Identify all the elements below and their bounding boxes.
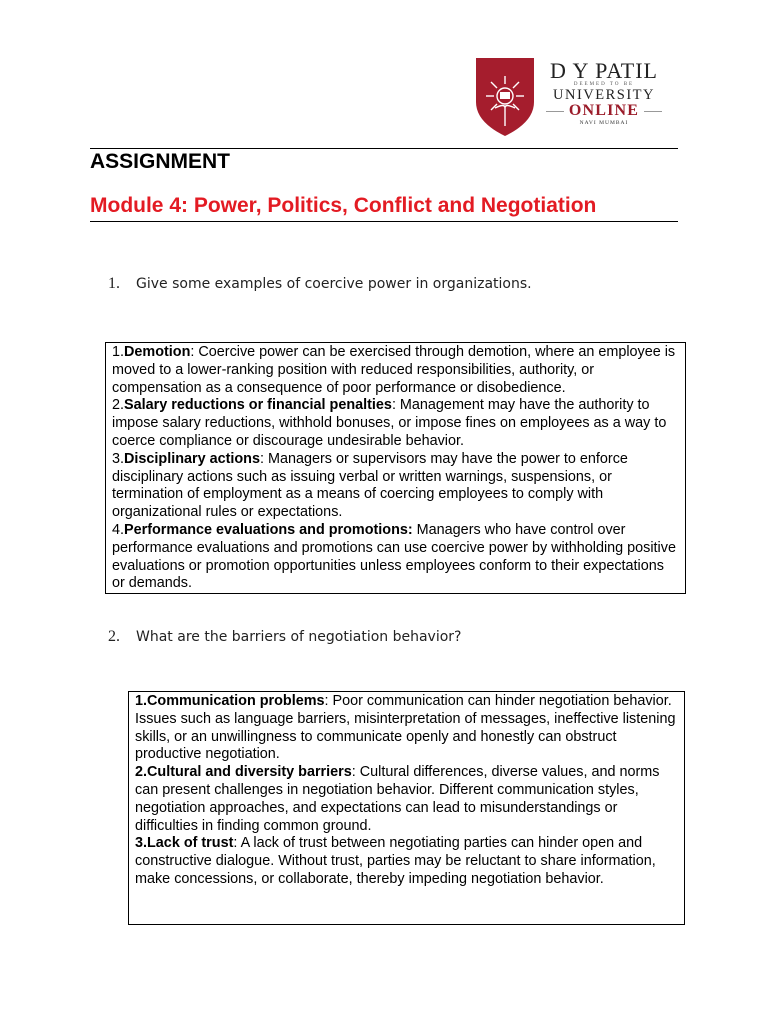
answer-box-2 [128,691,685,925]
brand-university: UNIVERSITY [553,87,655,103]
question-2 [108,628,461,646]
divider [644,111,662,112]
brand-city: NAVI MUMBAI [579,120,629,126]
question-text: Give some examples of coercive power in organizations. [136,276,532,292]
module-heading: Module 4: Power, Politics, Conflict and Negotiation [90,194,597,217]
answer-box-1 [105,342,686,594]
university-logo [474,56,664,138]
divider [546,111,564,112]
header-rule-top [90,148,678,149]
header-rule-bottom [90,221,678,222]
answer-item: 3.Disciplinary actions: Managers or supervisors may have the power to enforce disciplinary actions such as issuing verbal or written warnings, suspensions, or termination of employment as a means of coercing employees to comply with organizational rules or expectations. [112,450,628,521]
answer-item: 2.Salary reductions or financial penalties: Management may have the authority to impose salary reductions, withhold bonuses, or impose fines on employees as a way to coerce compliance or discourage undesirable behavior. [112,397,667,449]
brand-tagline: DEEMED TO BE [573,82,635,87]
answer-item: 4.Performance evaluations and promotions: Managers who have control over performance evaluations and promotions can use coercive power by withholding positive evaluations or promotion opportunities unless employees conform to their expectations or demands. [112,521,676,592]
question-number: 1. [108,275,120,292]
answer-item: 1.Demotion: Coercive power can be exercised through demotion, where an employee is moved to a lower-ranking position with reduced responsibilities, authority, or compensation as a consequence of poor performance or disobedience. [112,344,676,396]
brand-name: D Y PATIL [549,58,658,83]
question-text: What are the barriers of negotiation behavior? [136,629,462,645]
shield-emblem-icon [474,56,536,138]
answer-item: 2.Cultural and diversity barriers: Cultural differences, diverse values, and norms can present challenges in negotiation behavior. Different communication styles, negotiation approaches, and expectations can lead to misunderstandings or difficulties in finding common ground. [135,764,660,834]
page-title: ASSIGNMENT [90,150,231,173]
answer-item: 1.Communication problems: Poor communication can hinder negotiation behavior. Issues such as language barriers, misinterpretation of messages, ineffective listening skills, or an unwillingness to communicate openly and honestly can obstruct productive negotiation. [135,693,676,763]
brand-online: ONLINE [568,102,640,119]
brand-online-row [544,103,664,119]
answer-item: 3.Lack of trust: A lack of trust between negotiating parties can hinder open and constructive dialogue. Without trust, parties may be reluctant to share information, make concessions, or collaborate, thereby impeding negotiation behavior. [135,835,656,887]
question-number: 2. [108,628,120,645]
question-1 [108,275,532,293]
